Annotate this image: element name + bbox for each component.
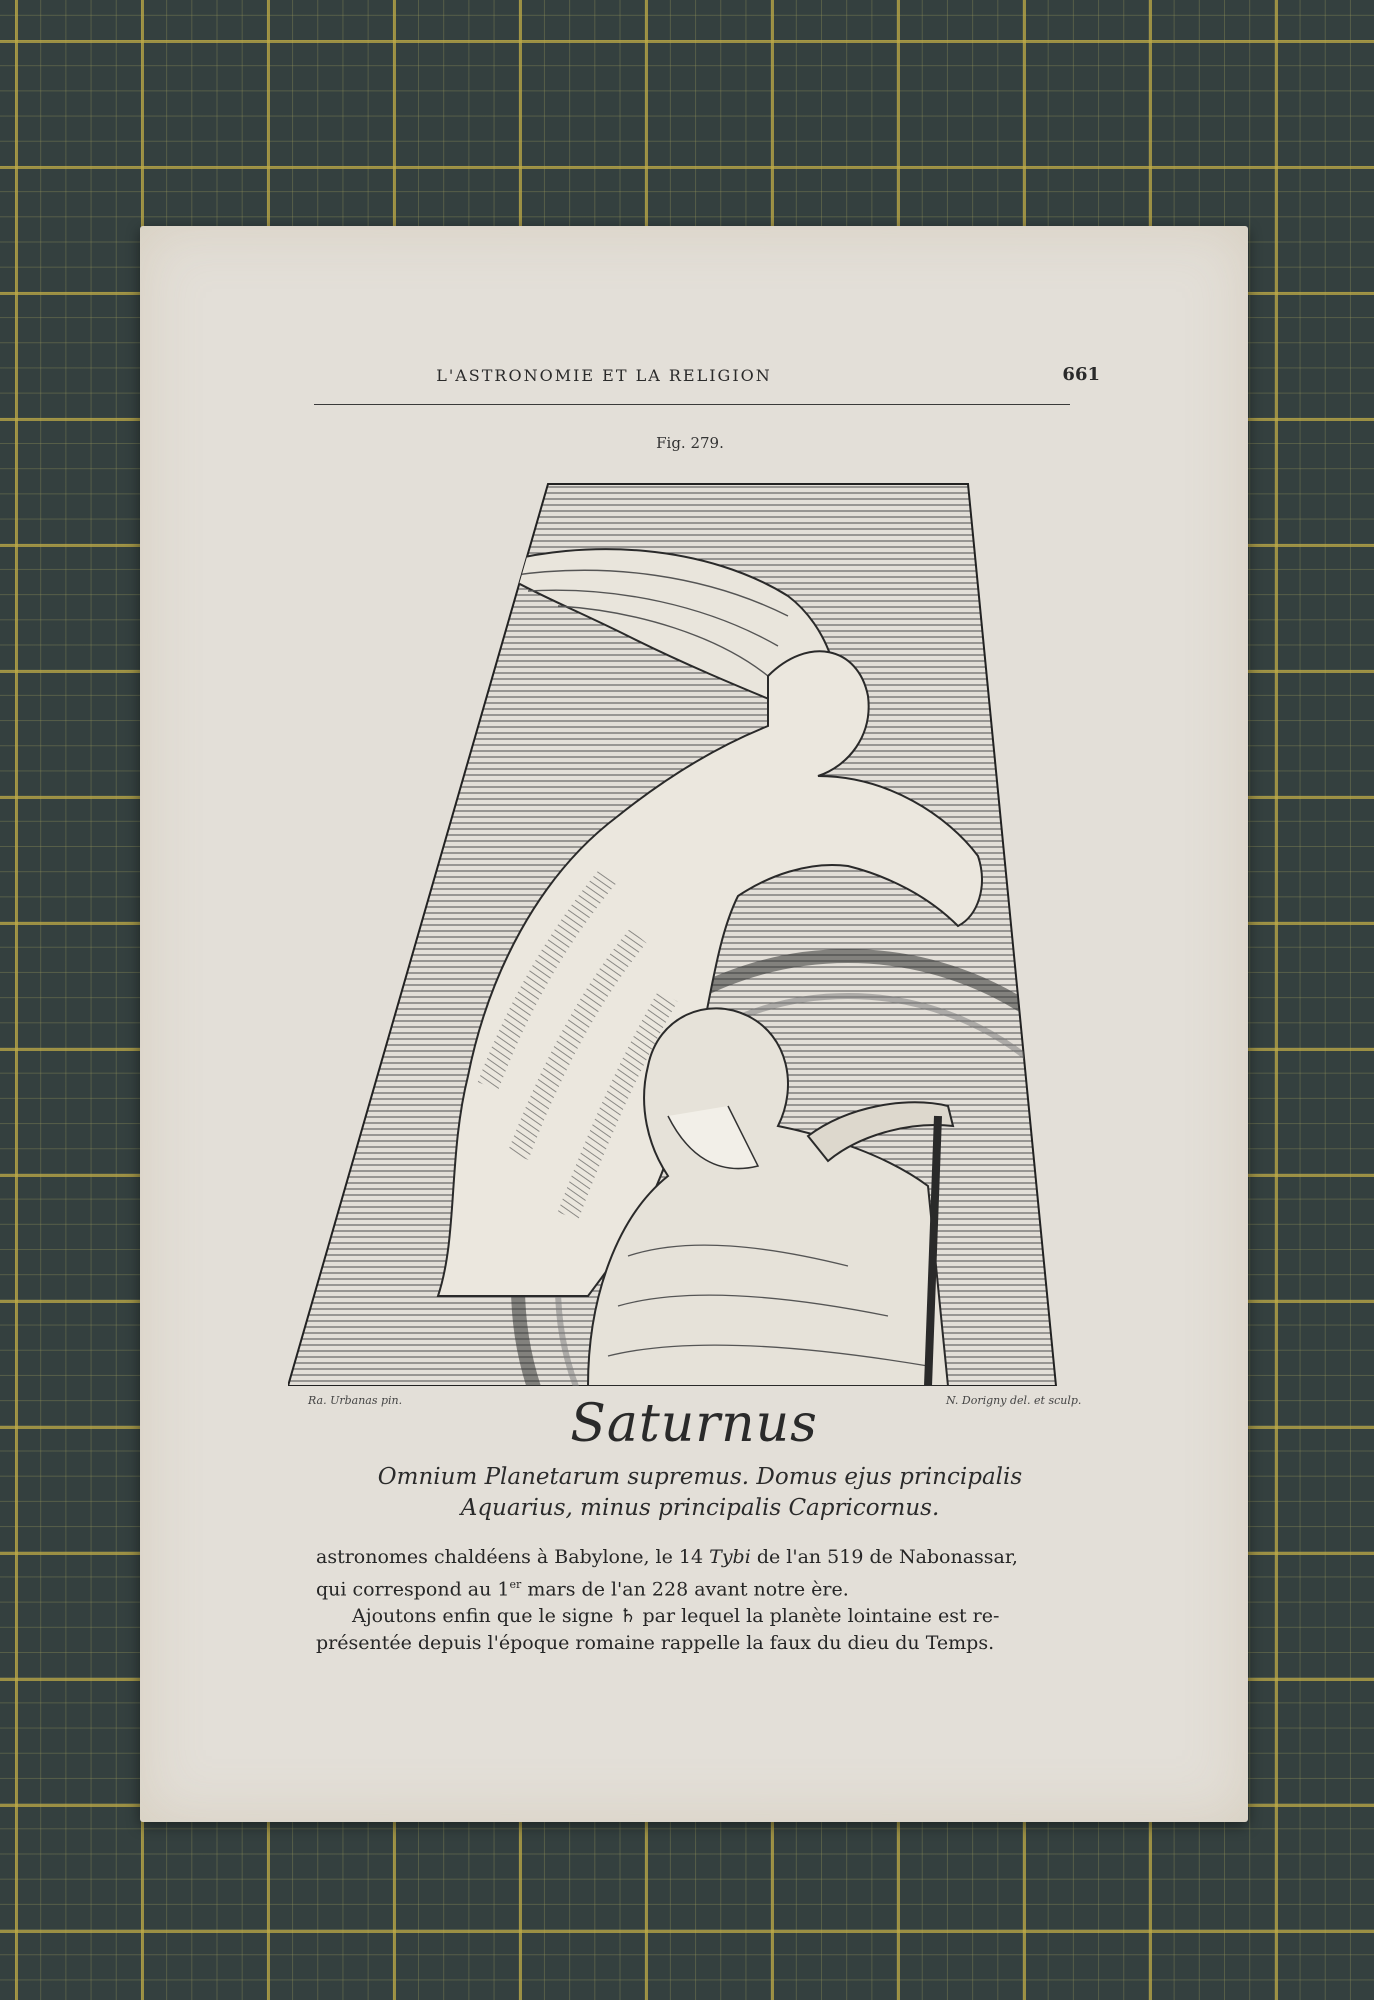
paragraph-1-text-d: mars de l'an 228 avant notre ère. — [521, 1578, 849, 1601]
header-rule — [314, 404, 1070, 405]
paragraph-2-text-a: Ajoutons enfin que le signe — [352, 1605, 620, 1628]
engraving-credit-right: N. Dorigny del. et sculp. — [946, 1394, 1082, 1407]
plate-title: Saturnus — [570, 1394, 818, 1454]
running-head: L'ASTRONOMIE ET LA RELIGION — [436, 366, 772, 385]
paragraph-1-text-c: qui correspond au 1 — [316, 1578, 510, 1601]
paragraph-1-italic: Tybi — [709, 1546, 751, 1568]
paragraph-1-text-a: astronomes chaldéens à Babylone, le 14 — [316, 1546, 710, 1568]
saturnus-engraving — [288, 466, 1108, 1386]
figure-label: Fig. 279. — [656, 434, 724, 452]
paragraph-2-text-b: par lequel la planète lointaine est re- — [636, 1605, 1000, 1628]
paragraph-2-text-c: présentée depuis l'époque romaine rappelle la faux du dieu du Temps. — [316, 1632, 995, 1655]
paragraph-2 — [316, 1603, 1076, 1657]
plate-caption — [320, 1462, 1080, 1524]
book-page — [140, 226, 1248, 1822]
engraving-credit-left: Ra. Urbanas pin. — [308, 1394, 403, 1407]
body-text — [316, 1544, 1076, 1657]
plate-caption-line-1: Omnium Planetarum supremus. Domus ejus principalis — [377, 1464, 1023, 1490]
paragraph-1 — [316, 1544, 1076, 1603]
paragraph-1-text-b: de l'an 519 de Nabonassar, — [750, 1546, 1018, 1568]
page-number: 661 — [1062, 364, 1100, 385]
saturn-symbol-icon: ♄ — [619, 1605, 637, 1628]
plate-caption-line-2: Aquarius, minus principalis Capricornus. — [460, 1495, 940, 1521]
paragraph-1-superscript: er — [509, 1578, 522, 1591]
